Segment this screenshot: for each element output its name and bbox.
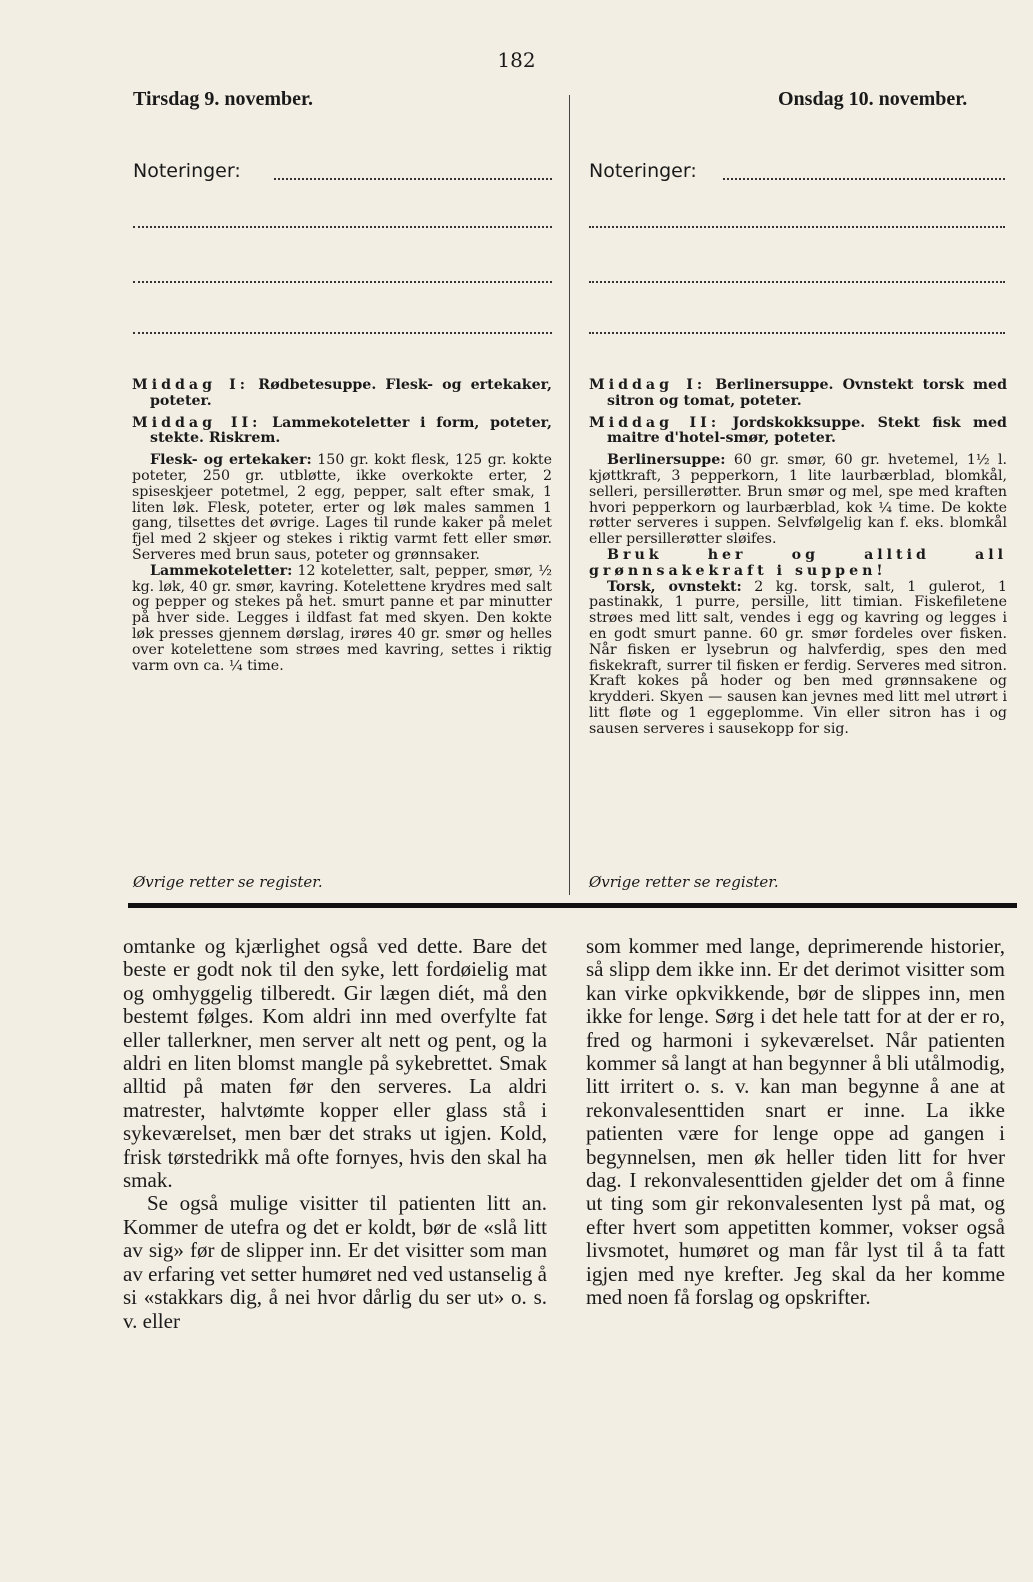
recipe-torsk-ovnstekt: Torsk, ovnstekt: 2 kg. torsk, salt, 1 gulerot, 1 pastinakk, 1 purre, persille, litt timian. Fiskefiletene strøes med litt salt, vendes i egg og kavring og legges i en godt smurt panne. 60 gr. smør fordeles over fisken. Når fisken er lysebrun og halvferdig, spes den med fiskekraft, surrer til fisken er ferdig. Serveres med sitron. Kraft kokes på hoder og ben med grønnsakene og krydderi. Skyen — sausen kan jevnes med litt mel utrørt i litt fløte og 1 eggeplomme. Vin eller sitron has i og sausen serveres i sausekopp for sig. (589, 578, 1007, 737)
paragraph: som kommer med lange, deprimerende historier, så slipp dem ikke inn. Er det derimot visitter som kan virke opkvikkende, bør de slippes inn, men ikke for lenge. Sørg i det hele tatt for at der er ro, fred og harmoni i sykeværelset. Når patienten kommer så langt at han begynner å bli utålmodig, litt irritert o. s. v. kan man begynne å ane at rekonvalesenttiden snart er inne. La ikke patienten være for lenge oppe ad gangen i begynnelsen, men øk heller tiden litt for hver dag. I rekonvalesenttiden gjelder det om å finne ut ting som gir rekonvalesenten lyst på mat, og efter hvert som appetitten kommer, vokser også livsmotet, humøret og man får lyst til å ta fatt igjen med nye krefter. Jeg skal da her komme med noen få forslag og opskrifter. (586, 934, 1005, 1310)
notes-line-right (589, 226, 1005, 228)
notes-line-left (133, 281, 552, 283)
notes-line-left (133, 226, 552, 228)
notes-line-left (274, 178, 552, 180)
notes-line-right (589, 281, 1005, 283)
paragraph: omtanke og kjærlighet også ved dette. Bare det beste er godt nok til den syke, lett fordøielig mat og omhyggelig tilberedt. Gir lægen diét, må den bestemt følges. Kom aldri inn med overfylte fat eller tallerkner, men server alt nett og pent, og la aldri en liten blomst mangle på sykebrettet. Smak alltid på maten før den serveres. La aldri matrester, halvtømte kopper eller glass stå i sykeværelset, men bær det straks ut igjen. Kold, frisk tørstedrikk må ofte fornyes, hvis den skal ha smak. (123, 934, 547, 1193)
body-text-right (586, 935, 1005, 1310)
recipe-flesk-og-ertekaker: Flesk- og ertekaker: 150 gr. kokt flesk, 125 gr. kokte poteter, 250 gr. utbløtte, ikke overkokte erter, 2 spiseskjeer potetmel, 2 egg, pepper, salt efter smak, 1 liten løk. Flesk, poteter, erter og løk males sammen 1 gang, tilsettes det øvrige. Lages til runde kaker på melet fjel med 2 skjeer og stekes i riktig varmt fett eller smør. Serveres med brun saus, poteter og grønnsaker. (132, 452, 552, 563)
notes-label-left: Noteringer: (133, 160, 241, 182)
body-text-left (123, 935, 547, 1333)
notes-line-right (723, 178, 1005, 180)
ovrige-retter-left: Øvrige retter se register. (133, 873, 323, 891)
middag-2-left: Middag II: Lammekoteletter i form, poteter, stekte. Riskrem. (132, 414, 552, 447)
middag-1-right: Middag I: Berlinersuppe. Ovnstekt torsk med sitron og tomat, poteter. (589, 377, 1007, 409)
notes-line-right (589, 332, 1005, 334)
section-rule (128, 903, 1017, 908)
paragraph: Se også mulige visitter til patienten litt an. Kommer de utefra og det er koldt, bør de «slå litt av sig» før de slipper inn. Er det visitter som man av erfaring vet setter humøret ned ved ustanselig å si «stakkars dig, å nei hvor dårlig du ser ut» o. s. v. eller (123, 1191, 547, 1333)
day-heading-left: Tirsdag 9. november. (133, 88, 314, 110)
middag-1-left: Middag I: Rødbetesuppe. Flesk- og ertekaker, poteter. (132, 377, 552, 409)
day-heading-right: Onsdag 10. november. (778, 88, 968, 110)
ovrige-retter-right: Øvrige retter se register. (589, 873, 779, 891)
page-number: 182 (497, 48, 536, 72)
column-divider (569, 95, 570, 895)
recipe-berlinersuppe: Berlinersuppe: 60 gr. smør, 60 gr. hvetemel, 1½ l. kjøttkraft, 3 pepperkorn, 1 lite laurbærblad, blomkål, selleri, persillerøtter. Brun smør og mel, spe med kraften hvori pepperkorn og laurbærblad, kok ¼ time. De kokte røtter serveres i suppen. Selvfølgelig kan f. eks. blomkål eller persillerøtter sløifes. (589, 452, 1007, 548)
tip-gronnsakekraft: Bruk her og alltid all grønnsakekraft i suppen! (589, 546, 1007, 579)
recipe-lammekoteletter: Lammekoteletter: 12 koteletter, salt, pepper, smør, ½ kg. løk, 40 gr. smør, kavring. Kotelettene krydres med salt og pepper og stekes på het. smurt panne et par minutter på hver side. Legges i ildfast fat med skyen. Den kokte løk presses gjennem dørslag, irøres 40 gr. smør og helles over kotelettene som strøes med kavring, settes i riktig varm ovn ca. ¼ time. (132, 562, 552, 674)
notes-line-left (133, 332, 552, 334)
menu-left (132, 378, 552, 674)
menu-right (589, 378, 1007, 738)
notes-label-right: Noteringer: (589, 160, 697, 182)
middag-2-right: Middag II: Jordskokksuppe. Stekt fisk med maitre d'hotel-smør, poteter. (589, 414, 1007, 447)
